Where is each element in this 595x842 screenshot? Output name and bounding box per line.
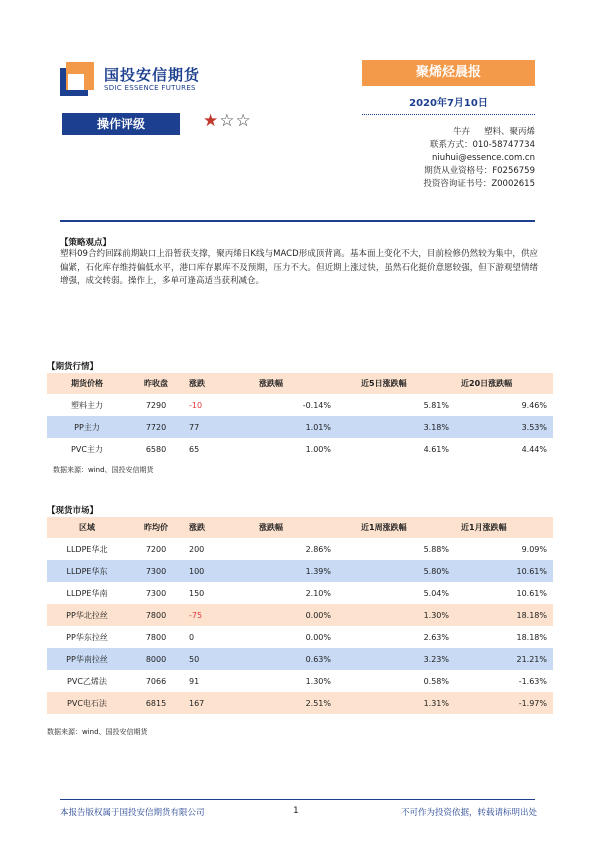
author-advisor-cert: 投资咨询证书号：Z0002615 bbox=[423, 179, 535, 189]
author-coverage: 塑料、聚丙烯 bbox=[483, 127, 535, 137]
futures-table bbox=[47, 373, 553, 460]
column-header: 近1月涨跌幅 bbox=[457, 517, 553, 538]
table-row bbox=[47, 670, 553, 692]
table-cell: 100 bbox=[185, 560, 243, 582]
table-cell: -10 bbox=[189, 400, 203, 410]
header-divider bbox=[60, 220, 535, 222]
dotted-divider bbox=[362, 114, 535, 115]
author-phone: 联系方式：010-58747734 bbox=[429, 140, 535, 150]
table-cell: 0.63% bbox=[243, 648, 347, 670]
table-cell: 8000 bbox=[127, 648, 185, 670]
table-cell: 167 bbox=[189, 698, 205, 708]
footer-copyright: 本报告版权属于国投安信期货有限公司 bbox=[60, 808, 205, 818]
column-header: 期货价格 bbox=[47, 373, 127, 394]
futures-data-source: 数据来源：wind、国投安信期货 bbox=[53, 466, 154, 474]
star-filled-icon: ★ bbox=[203, 111, 220, 131]
table-cell: PVC乙烯法 bbox=[67, 676, 107, 686]
table-cell: 5.04% bbox=[423, 588, 449, 598]
table-cell: 4.44% bbox=[521, 444, 547, 454]
table-cell: 9.46% bbox=[521, 400, 547, 410]
column-header: 涨跌 bbox=[185, 517, 243, 538]
table-cell: 7066 bbox=[145, 676, 167, 686]
table-cell: 77 bbox=[185, 416, 243, 438]
table-cell: 6580 bbox=[145, 444, 167, 454]
table-cell: 3.53% bbox=[457, 416, 553, 438]
table-cell: 7200 bbox=[145, 544, 167, 554]
table-cell: 7720 bbox=[127, 416, 185, 438]
author-name: 牛卉 bbox=[452, 127, 470, 137]
page-number: 1 bbox=[293, 806, 299, 816]
table-cell: LLDPE华北 bbox=[66, 544, 108, 554]
column-header: 昨均价 bbox=[127, 517, 185, 538]
author-email[interactable]: niuhui@essence.com.cn bbox=[432, 153, 535, 163]
table-cell: 18.18% bbox=[516, 632, 547, 642]
table-cell: 1.39% bbox=[243, 560, 347, 582]
table-cell: 7300 bbox=[127, 560, 185, 582]
strategy-title: 【策略观点】 bbox=[60, 238, 112, 248]
table-cell: 3.23% bbox=[347, 648, 457, 670]
table-cell: 0 bbox=[189, 632, 195, 642]
table-cell: 3.18% bbox=[347, 416, 457, 438]
rating-label: 操作评级 bbox=[62, 113, 180, 135]
table-cell: 1.01% bbox=[243, 416, 347, 438]
table-row bbox=[47, 626, 553, 648]
table-cell: 150 bbox=[189, 588, 205, 598]
table-header-row bbox=[47, 517, 553, 538]
table-cell: 0.58% bbox=[423, 676, 449, 686]
table-cell: 2.63% bbox=[423, 632, 449, 642]
table-row bbox=[47, 416, 553, 438]
table-cell: 7300 bbox=[145, 588, 167, 598]
table-cell: 1.30% bbox=[305, 676, 331, 686]
table-cell: PVC电石法 bbox=[67, 698, 107, 708]
table-row bbox=[47, 438, 553, 460]
table-cell: 10.61% bbox=[516, 588, 547, 598]
column-header: 涨跌幅 bbox=[243, 517, 347, 538]
column-header: 涨跌幅 bbox=[243, 373, 347, 394]
spot-table bbox=[47, 517, 553, 714]
table-cell: 5.88% bbox=[423, 544, 449, 554]
column-header: 近1周涨跌幅 bbox=[347, 517, 457, 538]
table-row bbox=[47, 582, 553, 604]
table-row bbox=[47, 604, 553, 626]
table-cell: 7800 bbox=[145, 610, 167, 620]
table-cell: 塑料主力 bbox=[71, 400, 103, 410]
table-row bbox=[47, 538, 553, 560]
logo-company-name-en: SDIC ESSENCE FUTURES bbox=[104, 84, 196, 92]
table-cell: 1.31% bbox=[423, 698, 449, 708]
spot-data-source: 数据来源：wind、国投安信期货 bbox=[47, 728, 148, 736]
strategy-body: 塑料09合约回踩前期缺口上沿暂获支撑，聚丙烯日K线与MACD形成顶背离。基本面上变化不大，目前检修仍然较为集中，供应偏紧，石化库存维持偏低水平，港口库存累库不及预期，压力不大。但近期上涨过快，虽然石化挺价意愿较强，但下游观望情绪增强，成交转弱。操作上，多单可逢高适当获利减仓。 bbox=[60, 249, 538, 286]
report-title-badge: 聚烯烃晨报 bbox=[362, 60, 535, 86]
footer-disclaimer: 不可作为投资依据，转载请标明出处 bbox=[400, 808, 537, 818]
table-cell: 0.00% bbox=[305, 632, 331, 642]
column-header: 区域 bbox=[47, 517, 127, 538]
table-cell: 6815 bbox=[145, 698, 167, 708]
table-cell: 7800 bbox=[145, 632, 167, 642]
table-cell: 21.21% bbox=[457, 648, 553, 670]
table-cell: 2.10% bbox=[305, 588, 331, 598]
star-empty-icon: ☆ bbox=[235, 111, 252, 131]
table-cell: 65 bbox=[189, 444, 200, 454]
column-header: 昨收盘 bbox=[127, 373, 185, 394]
table-cell: 2.86% bbox=[305, 544, 331, 554]
table-cell: PVC主力 bbox=[71, 444, 103, 454]
table-cell: 50 bbox=[185, 648, 243, 670]
table-header-row bbox=[47, 373, 553, 394]
column-header: 涨跌 bbox=[185, 373, 243, 394]
table-cell: 1.30% bbox=[423, 610, 449, 620]
column-header: 近5日涨跌幅 bbox=[347, 373, 457, 394]
table-row bbox=[47, 648, 553, 670]
rating-stars bbox=[203, 111, 252, 131]
logo-company-name: 国投安信期货 bbox=[104, 66, 201, 84]
table-cell: 2.51% bbox=[305, 698, 331, 708]
table-cell: 200 bbox=[189, 544, 205, 554]
table-cell: -1.97% bbox=[518, 698, 547, 708]
spot-section-title: 【现货市场】 bbox=[47, 506, 99, 516]
table-cell: 10.61% bbox=[457, 560, 553, 582]
table-row bbox=[47, 394, 553, 416]
star-empty-icon: ☆ bbox=[219, 111, 236, 131]
table-cell: 7290 bbox=[145, 400, 167, 410]
table-row bbox=[47, 692, 553, 714]
table-cell: -75 bbox=[189, 610, 203, 620]
table-cell: PP华南拉丝 bbox=[47, 648, 127, 670]
table-cell: 0.00% bbox=[305, 610, 331, 620]
author-license: 期货从业资格号：F0256759 bbox=[424, 166, 535, 176]
author-block bbox=[423, 126, 535, 191]
footer-divider bbox=[60, 799, 535, 800]
logo-mark-icon bbox=[60, 62, 94, 96]
table-cell: 91 bbox=[189, 676, 200, 686]
table-cell: 1.00% bbox=[305, 444, 331, 454]
table-cell: LLDPE华南 bbox=[66, 588, 108, 598]
table-cell: PP华东拉丝 bbox=[66, 632, 108, 642]
table-cell: 18.18% bbox=[516, 610, 547, 620]
table-row bbox=[47, 560, 553, 582]
table-cell: 5.80% bbox=[347, 560, 457, 582]
table-cell: 5.81% bbox=[423, 400, 449, 410]
table-cell: PP华北拉丝 bbox=[66, 610, 108, 620]
table-cell: 4.61% bbox=[423, 444, 449, 454]
table-cell: 9.09% bbox=[521, 544, 547, 554]
column-header: 近20日涨跌幅 bbox=[457, 373, 553, 394]
table-cell: -1.63% bbox=[518, 676, 547, 686]
table-cell: LLDPE华东 bbox=[47, 560, 127, 582]
table-cell: -0.14% bbox=[302, 400, 331, 410]
futures-section-title: 【期货行情】 bbox=[47, 362, 99, 372]
table-cell: PP主力 bbox=[47, 416, 127, 438]
report-date: 2020年7月10日 bbox=[409, 98, 488, 109]
